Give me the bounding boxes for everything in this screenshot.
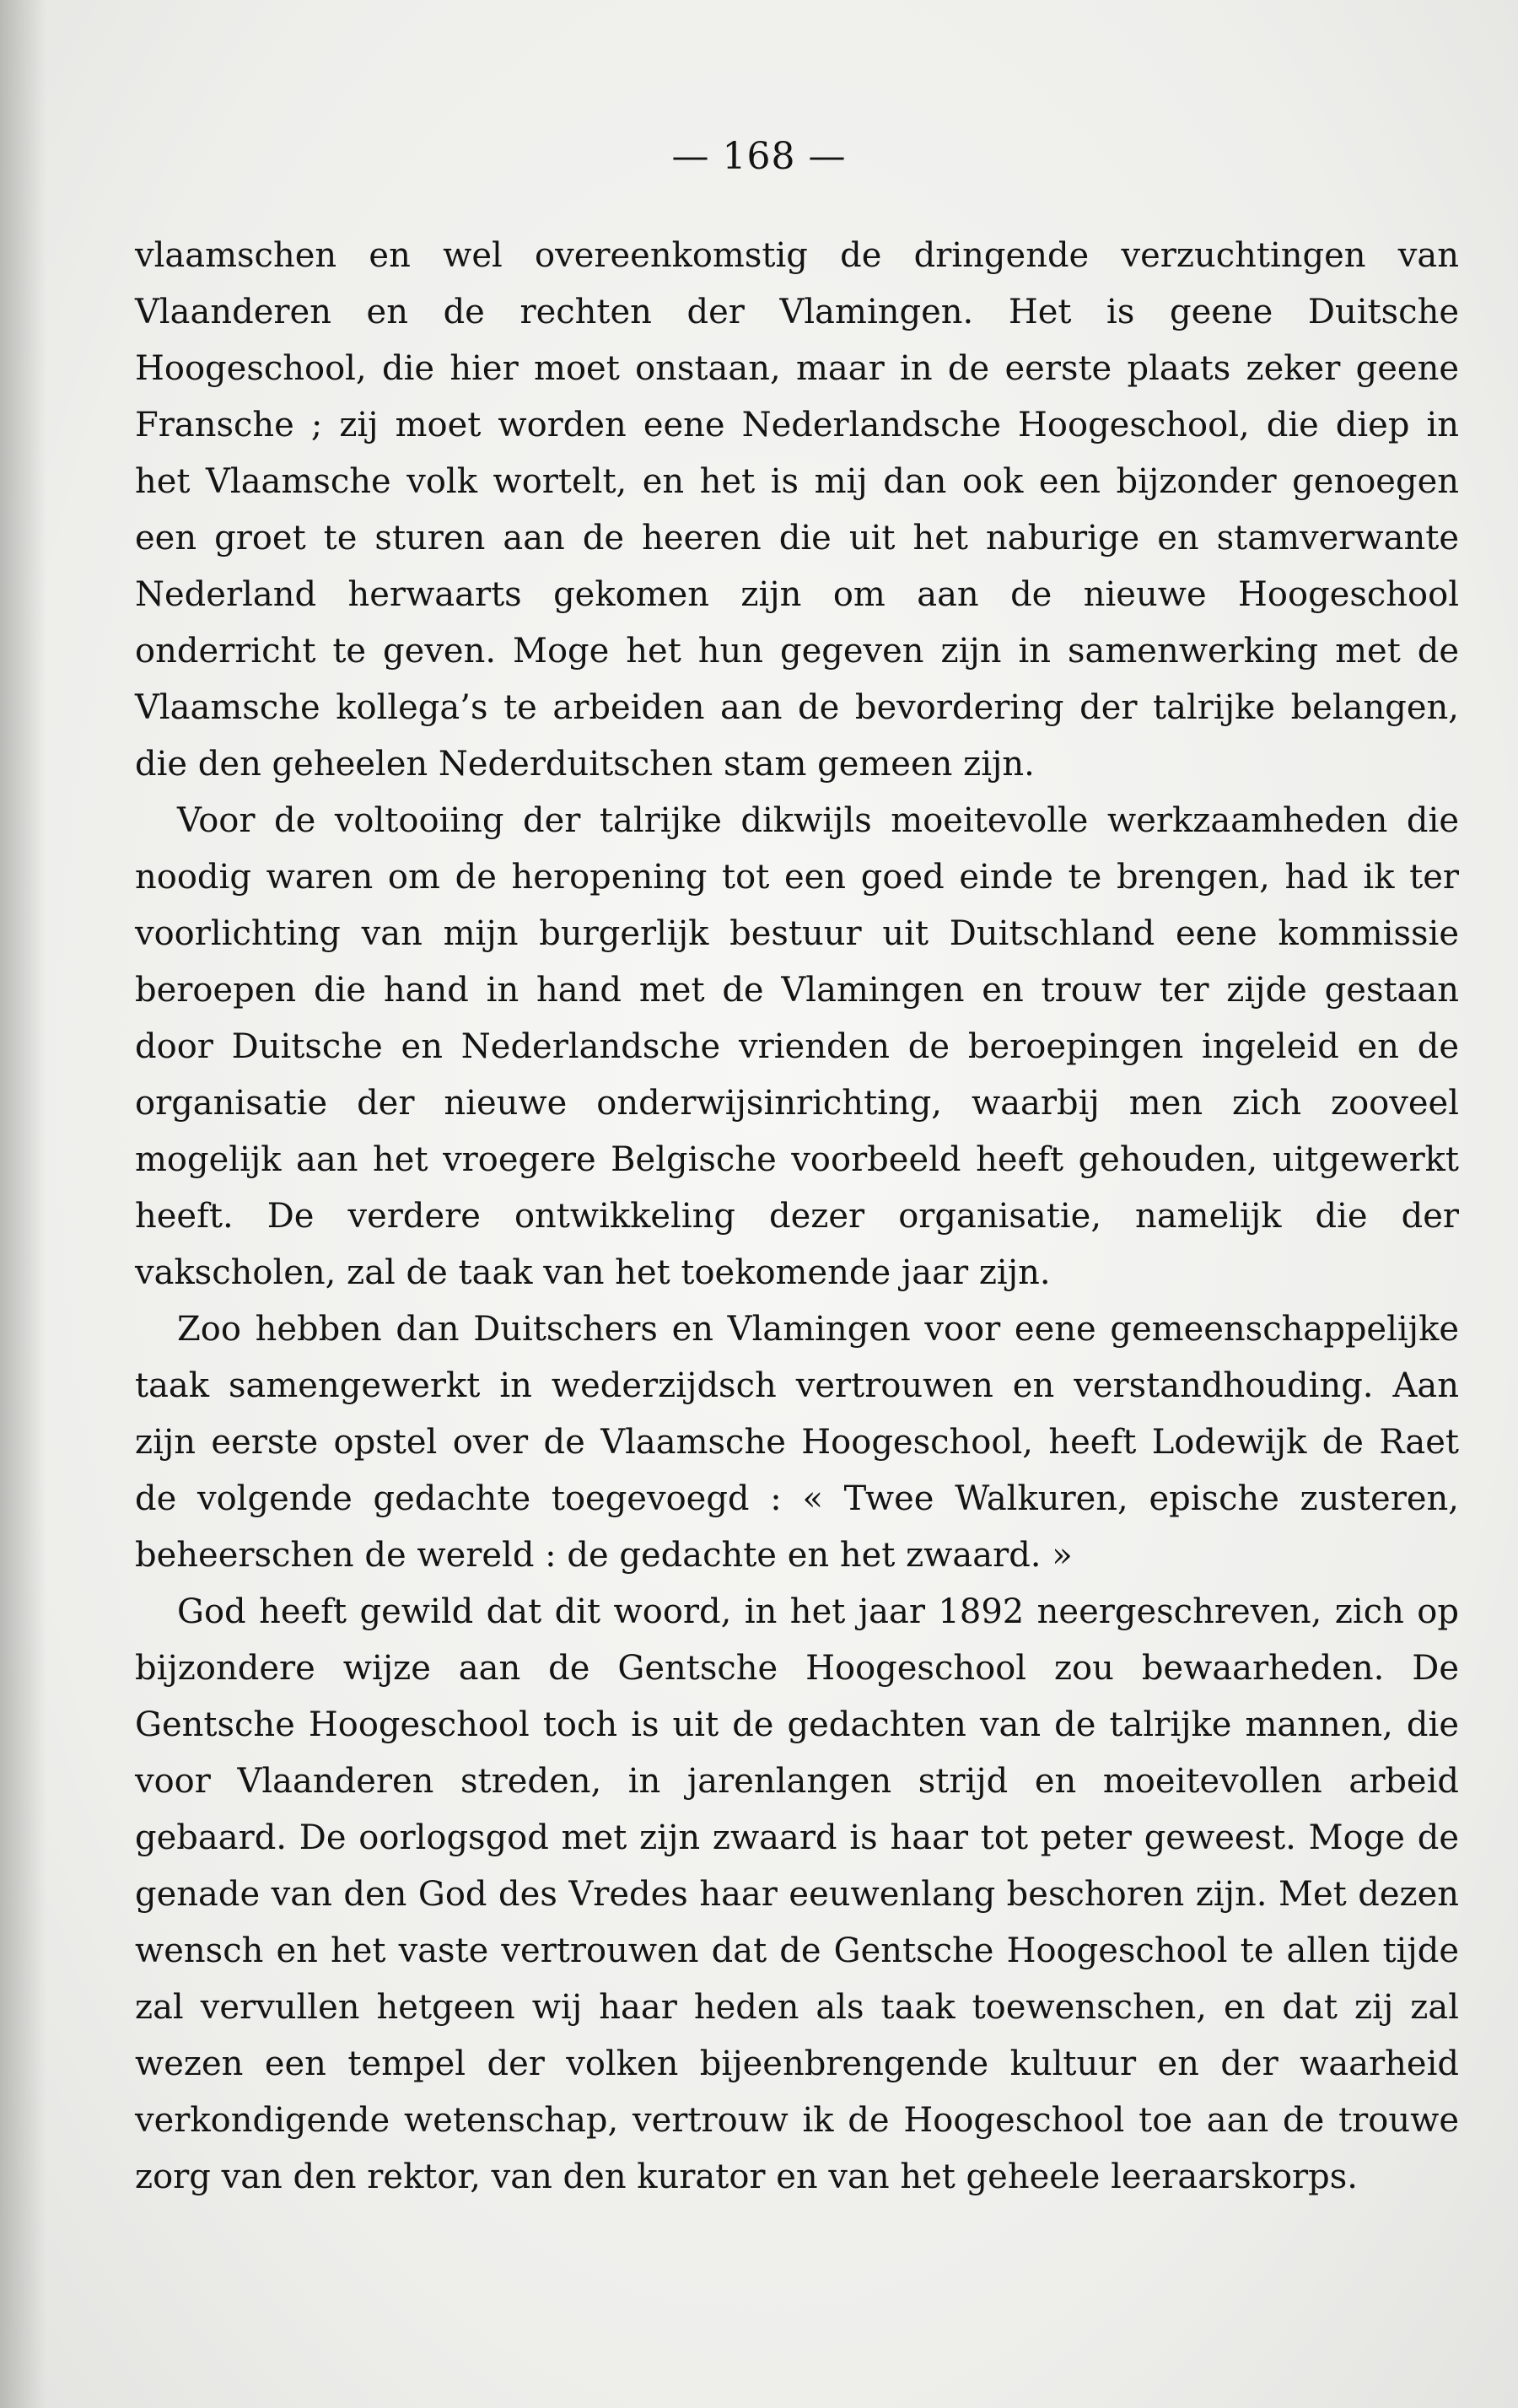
paragraph-1: vlaamschen en wel overeenkomstig de dringende verzuchtingen van Vlaanderen en de rechten der Vlamingen. Het is geene Duitsche Hoogeschool, die hier moet onstaan, maar in de eerste plaats zeker geene Fransche ; zij moet worden eene Nederlandsche Hoogeschool, die diep in het Vlaamsche volk wortelt, en het is mij dan ook een bijzonder genoegen een groet te sturen aan de heeren die uit het naburige en stamverwante Nederland herwaarts gekomen zijn om aan de nieuwe Hoogeschool onderricht te geven. Moge het hun gegeven zijn in samenwerking met de Vlaamsche kollega’s te arbeiden aan de bevordering der talrijke belangen, die den geheelen Nederduitschen stam gemeen zijn. — [135, 236, 1459, 784]
page-number: — 168 — — [671, 135, 847, 178]
paragraph-2: Voor de voltooiing der talrijke dikwijls moeitevolle werkzaamheden die noodig waren om de heropening tot een goed einde te brengen, had ik ter voorlichting van mijn burgerlijk bestuur uit Duitschland eene kommissie beroepen die hand in hand met de Vlamingen en trouw ter zijde gestaan door Duitsche en Nederlandsche vrienden de beroepingen ingeleid en de organisatie der nieuwe onderwijsinrichting, waarbij men zich zooveel mogelijk aan het vroegere Belgische voorbeeld heeft gehouden, uitgewerkt heeft. De verdere ontwikkeling dezer organisatie, namelijk die der vakscholen, zal de taak van het toekomende jaar zijn. — [135, 801, 1459, 1292]
paragraph-4: God heeft gewild dat dit woord, in het jaar 1892 neergeschreven, zich op bijzondere wijze aan de Gentsche Hoogeschool zou bewaarheden. De Gentsche Hoogeschool toch is uit de gedachten van de talrijke mannen, die voor Vlaanderen streden, in jarenlangen strijd en moeitevollen arbeid gebaard. De oorlogsgod met zijn zwaard is haar tot peter geweest. Moge de genade van den God des Vredes haar eeuwenlang beschoren zijn. Met dezen wensch en het vaste vertrouwen dat de Gentsche Hoogeschool te allen tijde zal vervullen hetgeen wij haar heden als taak toewenschen, en dat zij zal wezen een tempel der volken bijeenbrengende kultuur en der waarheid verkondigende wetenschap, vertrouw ik de Hoogeschool toe aan de trouwe zorg van den rektor, van den kurator en van het geheele leeraarskorps. — [135, 1592, 1459, 2196]
body-text — [135, 228, 1459, 2206]
paragraph-3: Zoo hebben dan Duitschers en Vlamingen voor eene gemeenschappelijke taak samengewerkt in wederzijdsch vertrouwen en verstandhouding. Aan zijn eerste opstel over de Vlaamsche Hoogeschool, heeft Lodewijk de Raet de volgende gedachte toegevoegd : « Twee Walkuren, epische zusteren, beheerschen de wereld : de gedachte en het zwaard. » — [135, 1310, 1459, 1575]
page-gutter-shadow — [0, 0, 46, 2408]
